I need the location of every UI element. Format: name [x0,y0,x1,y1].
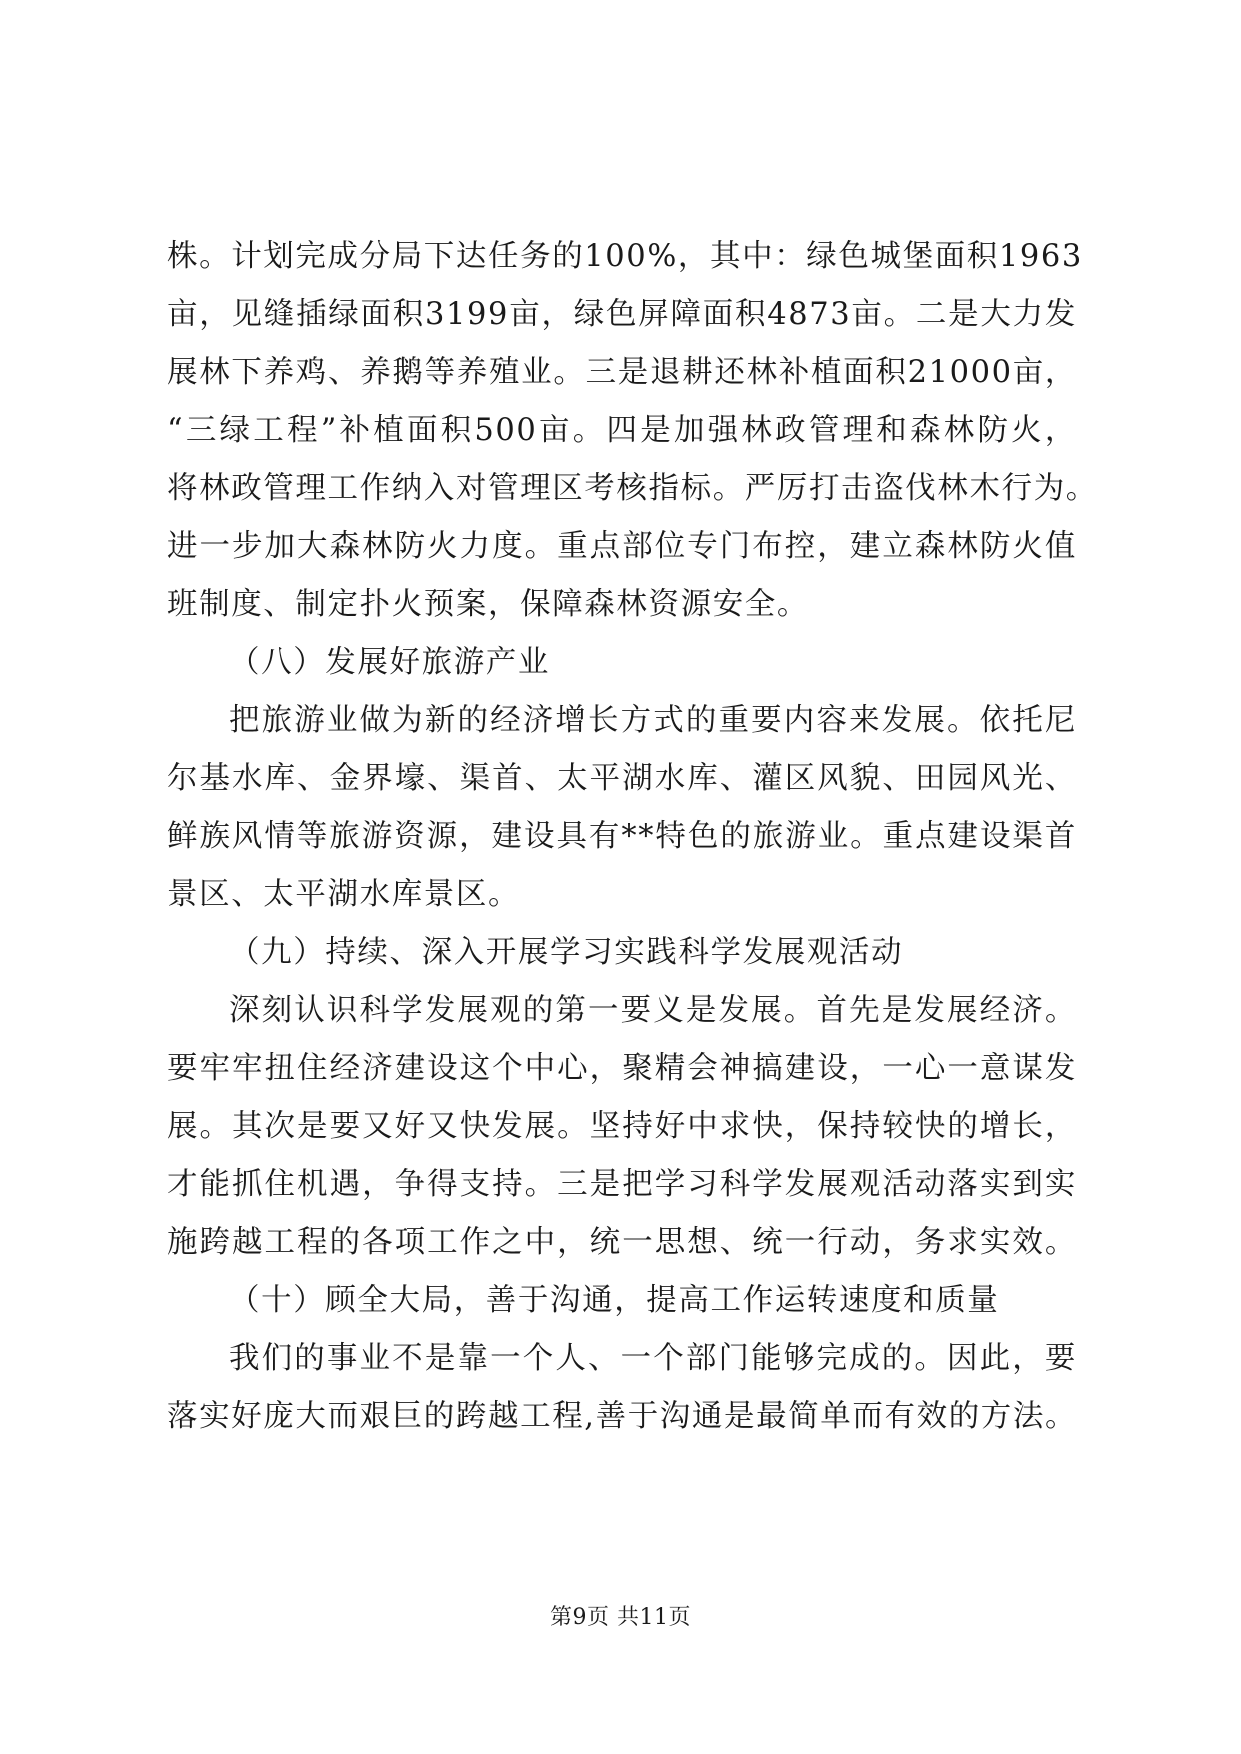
text-line: 我们的事业不是靠一个人、一个部门能够完成的。因此，要 [229,1341,1077,1376]
text-line: 亩，见缝插绿面积3199亩，绿色屏障面积4873亩。二是大力发 [167,297,1077,332]
section-heading: （九）持续、深入开展学习实践科学发展观活动 [229,935,904,970]
text-line: 进一步加大森林防火力度。重点部位专门布控，建立森林防火值 [167,529,1077,564]
text-line: 班制度、制定扑火预案，保障森林资源安全。 [167,587,809,622]
text-line: “三绿工程”补植面积500亩。四是加强林政管理和森林防火， [167,413,1077,448]
text-line: 要牢牢扭住经济建设这个中心，聚精会神搞建设，一心一意谋发 [167,1051,1077,1086]
text-line: 景区、太平湖水库景区。 [167,877,521,912]
text-line: 尔基水库、金界壕、渠首、太平湖水库、灌区风貌、田园风光、 [167,761,1077,796]
text-line: 施跨越工程的各项工作之中，统一思想、统一行动，务求实效。 [167,1225,1077,1260]
text-line: 才能抓住机遇，争得支持。三是把学习科学发展观活动落实到实 [167,1167,1077,1202]
section-heading: （十）顾全大局，善于沟通，提高工作运转速度和质量 [229,1283,1000,1318]
text-line: 展林下养鸡、养鹅等养殖业。三是退耕还林补植面积21000亩， [167,355,1077,390]
text-line: 鲜族风情等旅游资源，建设具有**特色的旅游业。重点建设渠首 [167,819,1077,854]
section-heading: （八）发展好旅游产业 [229,645,550,680]
page-number-footer: 第9页 共11页 [550,1605,691,1630]
text-line: 展。其次是要又好又快发展。坚持好中求快，保持较快的增长， [167,1109,1077,1144]
text-line: 株。计划完成分局下达任务的100%，其中：绿色城堡面积1963 [167,239,1083,274]
text-line: 将林政管理工作纳入对管理区考核指标。严厉打击盗伐林木行为。 [167,471,1098,506]
body-text [167,228,1098,1446]
text-line: 深刻认识科学发展观的第一要义是发展。首先是发展经济。 [229,993,1077,1028]
text-line: 把旅游业做为新的经济增长方式的重要内容来发展。依托尼 [229,703,1077,738]
text-line: 落实好庞大而艰巨的跨越工程,善于沟通是最简单而有效的方法。 [167,1399,1078,1434]
